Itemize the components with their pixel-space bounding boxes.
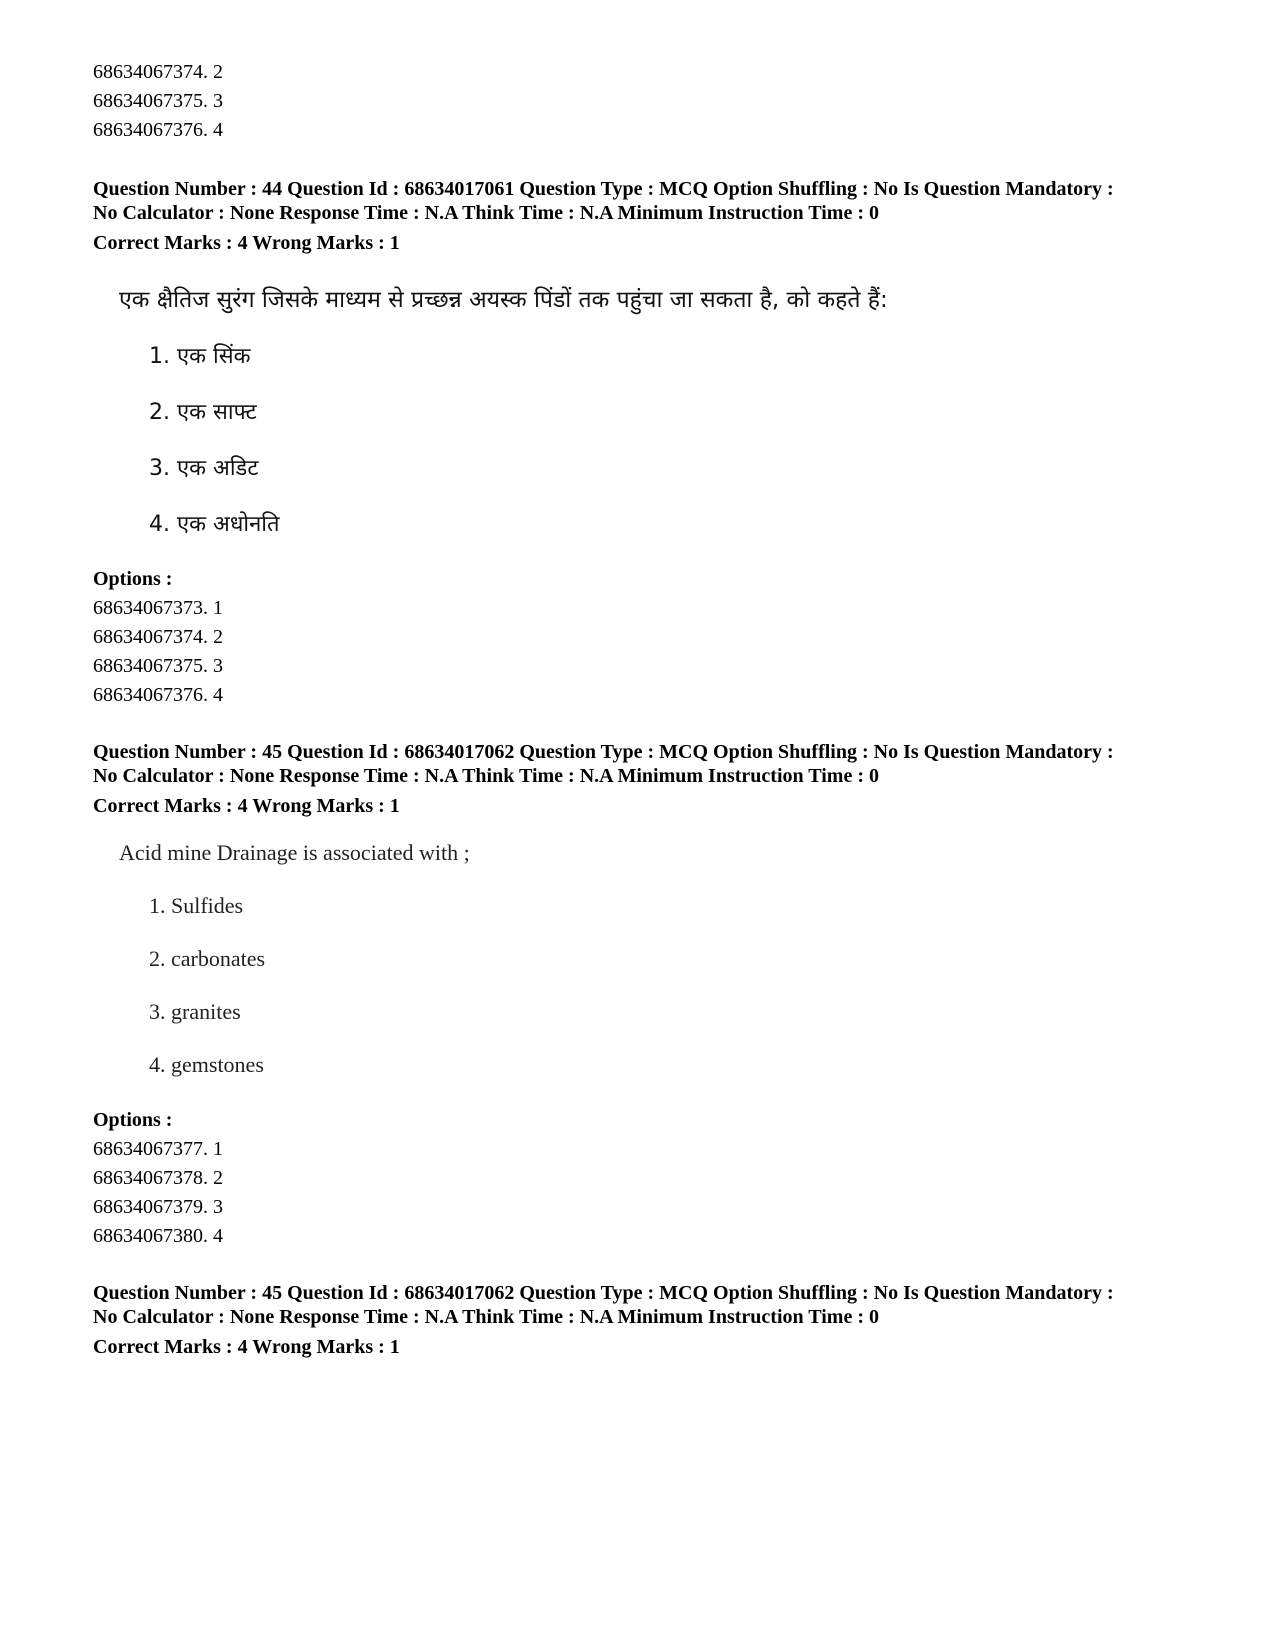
question-stem: Acid mine Drainage is associated with ;: [119, 840, 470, 865]
option-item: 68634067379. 3: [93, 1196, 223, 1218]
question-header-line1: Question Number : 45 Question Id : 68634017062 Question Type : MCQ Option Shuffling : No Is Question Mandatory :: [93, 741, 1114, 763]
question-marks: Correct Marks : 4 Wrong Marks : 1: [93, 795, 400, 817]
choice-item: 3. granites: [149, 999, 241, 1024]
question-45-content: [119, 840, 819, 1090]
options-label: Options :: [93, 1109, 173, 1131]
question-45-header: [93, 740, 1114, 820]
question-header-line2: No Calculator : None Response Time : N.A Think Time : N.A Minimum Instruction Time : 0: [93, 202, 879, 224]
choice-item: 2. एक साफ्ट: [149, 400, 257, 425]
choice-item: 3. एक अडिट: [149, 456, 259, 481]
option-item: 68634067380. 4: [93, 1225, 223, 1247]
question-header-line2: No Calculator : None Response Time : N.A Think Time : N.A Minimum Instruction Time : 0: [93, 1306, 879, 1328]
question-44-content: [119, 282, 1019, 552]
choice-item: 2. carbonates: [149, 946, 266, 971]
choice-item: 1. Sulfides: [149, 893, 244, 918]
question-header-line2: No Calculator : None Response Time : N.A Think Time : N.A Minimum Instruction Time : 0: [93, 765, 879, 787]
option-item: 68634067373. 1: [93, 597, 223, 619]
question-44-options: [93, 565, 223, 710]
option-item: 68634067378. 2: [93, 1167, 223, 1189]
option-item: 68634067375. 3: [93, 655, 223, 677]
option-item: 68634067374. 2: [93, 61, 223, 83]
carryover-options-list: [93, 58, 223, 145]
option-item: 68634067376. 4: [93, 684, 223, 706]
options-label: Options :: [93, 568, 173, 590]
option-item: 68634067376. 4: [93, 119, 223, 141]
question-marks: Correct Marks : 4 Wrong Marks : 1: [93, 232, 400, 254]
question-45-options: [93, 1106, 223, 1251]
choice-item: 4. एक अधोनति: [149, 512, 280, 537]
question-45-repeat-header: [93, 1281, 1114, 1361]
option-item: 68634067375. 3: [93, 90, 223, 112]
question-header-line1: Question Number : 45 Question Id : 68634017062 Question Type : MCQ Option Shuffling : No Is Question Mandatory :: [93, 1282, 1114, 1304]
choice-item: 1. एक सिंक: [149, 344, 251, 369]
choice-item: 4. gemstones: [149, 1052, 264, 1077]
question-marks: Correct Marks : 4 Wrong Marks : 1: [93, 1336, 400, 1358]
question-header-line1: Question Number : 44 Question Id : 68634017061 Question Type : MCQ Option Shuffling : No Is Question Mandatory :: [93, 178, 1114, 200]
option-item: 68634067377. 1: [93, 1138, 223, 1160]
question-44-header: [93, 177, 1114, 257]
question-stem: एक क्षैतिज सुरंग जिसके माध्यम से प्रच्छन्न अयस्क पिंडों तक पहुंचा जा सकता है, को कहते हैं:: [119, 287, 888, 313]
option-item: 68634067374. 2: [93, 626, 223, 648]
